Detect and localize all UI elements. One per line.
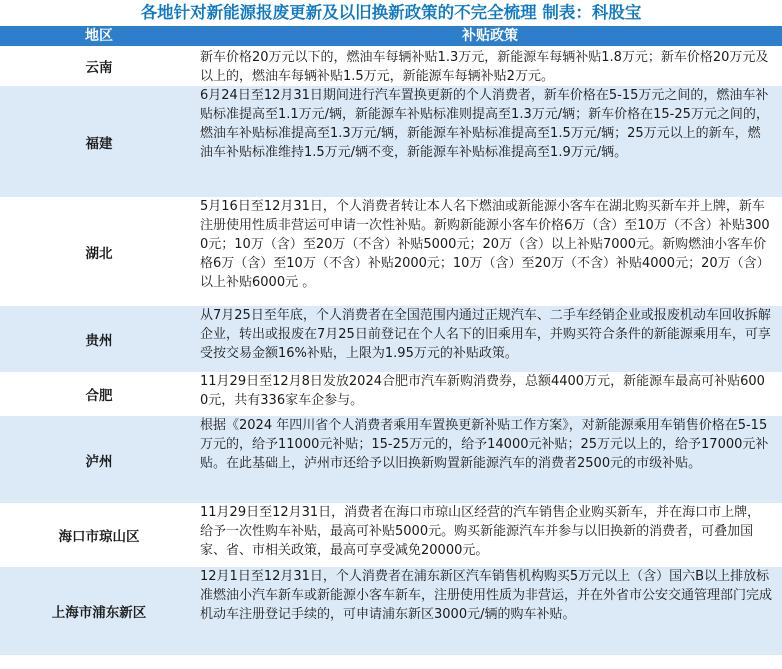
table-row xyxy=(0,567,782,655)
table-row xyxy=(0,503,782,567)
table-row xyxy=(0,197,782,306)
region-cell: 湖北 xyxy=(85,245,113,262)
policy-cell: 6月24日至12月31日期间进行汽车置换更新的个人消费者，新车价格在5-15万元之间的，燃油车补贴标准提高至1.1万元/辆，新能源车补贴标准则提高至1.3万元/辆；新车价格在15-25万元之间的，燃油车补贴标准提高至1.3万元/辆，新能源车补贴标准提高至1.5万元/辆；25万元以上的新车，燃油车补贴标准维持1.5万元/辆不变，新能源车补贴标准提高至1.9万元/辆。 xyxy=(200,88,769,160)
policy-table xyxy=(0,46,782,655)
table-row xyxy=(0,46,782,86)
policy-cell: 5月16日至12月31日，个人消费者转让本人名下燃油或新能源小客车在湖北购买新车并上牌，新车注册使用性质非营运可申请一次性补贴。新购新能源小客车价格6万（含）至10万（不含）补贴3000元；10万（含）至20万（不含）补贴5000元；20万（含）以上补贴7000元。新购燃油小客车价格6万（含）至10万（不含）补贴2000元；10万（含）至20万（不含）补贴4000元；20万（含）以上补贴6000元 。 xyxy=(200,199,770,290)
region-cell: 上海市浦东新区 xyxy=(51,605,147,621)
policy-cell: 11月29日至12月31日，消费者在海口市琼山区经营的汽车销售企业购买新车，并在海口市上牌，给予一次性购车补贴，最高可补贴5000元。购买新能源汽车并参与以旧换新的消费者，可叠加国家、省、市相关政策，最高可享受减免20000元。 xyxy=(200,505,761,558)
policy-cell: 根据《2024 年四川省个人消费者乘用车置换更新补贴工作方案》，对新能源乘用车销售价格在5-15万元的，给予11000元补贴；15-25万元的，给予14000元补贴；25万元以上的，给予17000元补贴。在此基础上，泸州市还给予以旧换新购置新能源汽车的消费者2500元的市级补贴。 xyxy=(200,418,769,471)
region-cell: 合肥 xyxy=(85,388,113,404)
column-header-policy: 补贴政策 xyxy=(462,28,518,44)
region-cell: 海口市琼山区 xyxy=(58,529,140,545)
column-header-region: 地区 xyxy=(85,28,113,44)
table-row xyxy=(0,416,782,503)
table-row xyxy=(0,86,782,197)
page-title: 各地针对新能源报废更新及以旧换新政策的不完全梳理 制表：科股宝 xyxy=(140,3,642,22)
region-cell: 泸州 xyxy=(85,453,113,470)
policy-cell: 新车价格20万元以下的，燃油车每辆补贴1.3万元，新能源车每辆补贴1.8万元；新车价格20万元及以上的，燃油车每辆补贴1.5万元，新能源车每辆补贴2万元。 xyxy=(200,50,769,84)
region-cell: 云南 xyxy=(85,60,113,76)
region-cell: 贵州 xyxy=(85,333,113,349)
table-row xyxy=(0,372,782,416)
table-row xyxy=(0,306,782,372)
policy-cell: 11月29日至12月8日发放2024合肥市汽车新购消费券，总额4400万元，新能源车最高可补贴6000元，共有336家车企参与。 xyxy=(200,374,765,408)
region-cell: 福建 xyxy=(85,135,113,152)
table-header xyxy=(0,26,782,46)
policy-cell: 12月1日至12月31日，个人消费者在浦东新区汽车销售机构购买5万元以上（含）国六B以上排放标准燃油小汽车新车或新能源小客车新车，注册使用性质为非营运，并在外省市公安交通管理部门完成机动车注册登记手续的，可申请浦东新区3000元/辆的购车补贴。 xyxy=(200,569,773,622)
policy-cell: 从7月25日至年底，个人消费者在全国范围内通过正规汽车、二手车经销企业或报废机动车回收拆解企业，转出或报废在7月25日前登记在个人名下的旧乘用车，并购买符合条件的新能源乘用车，可享受按交易金额16%补贴，上限为1.95万元的补贴政策。 xyxy=(200,308,771,361)
